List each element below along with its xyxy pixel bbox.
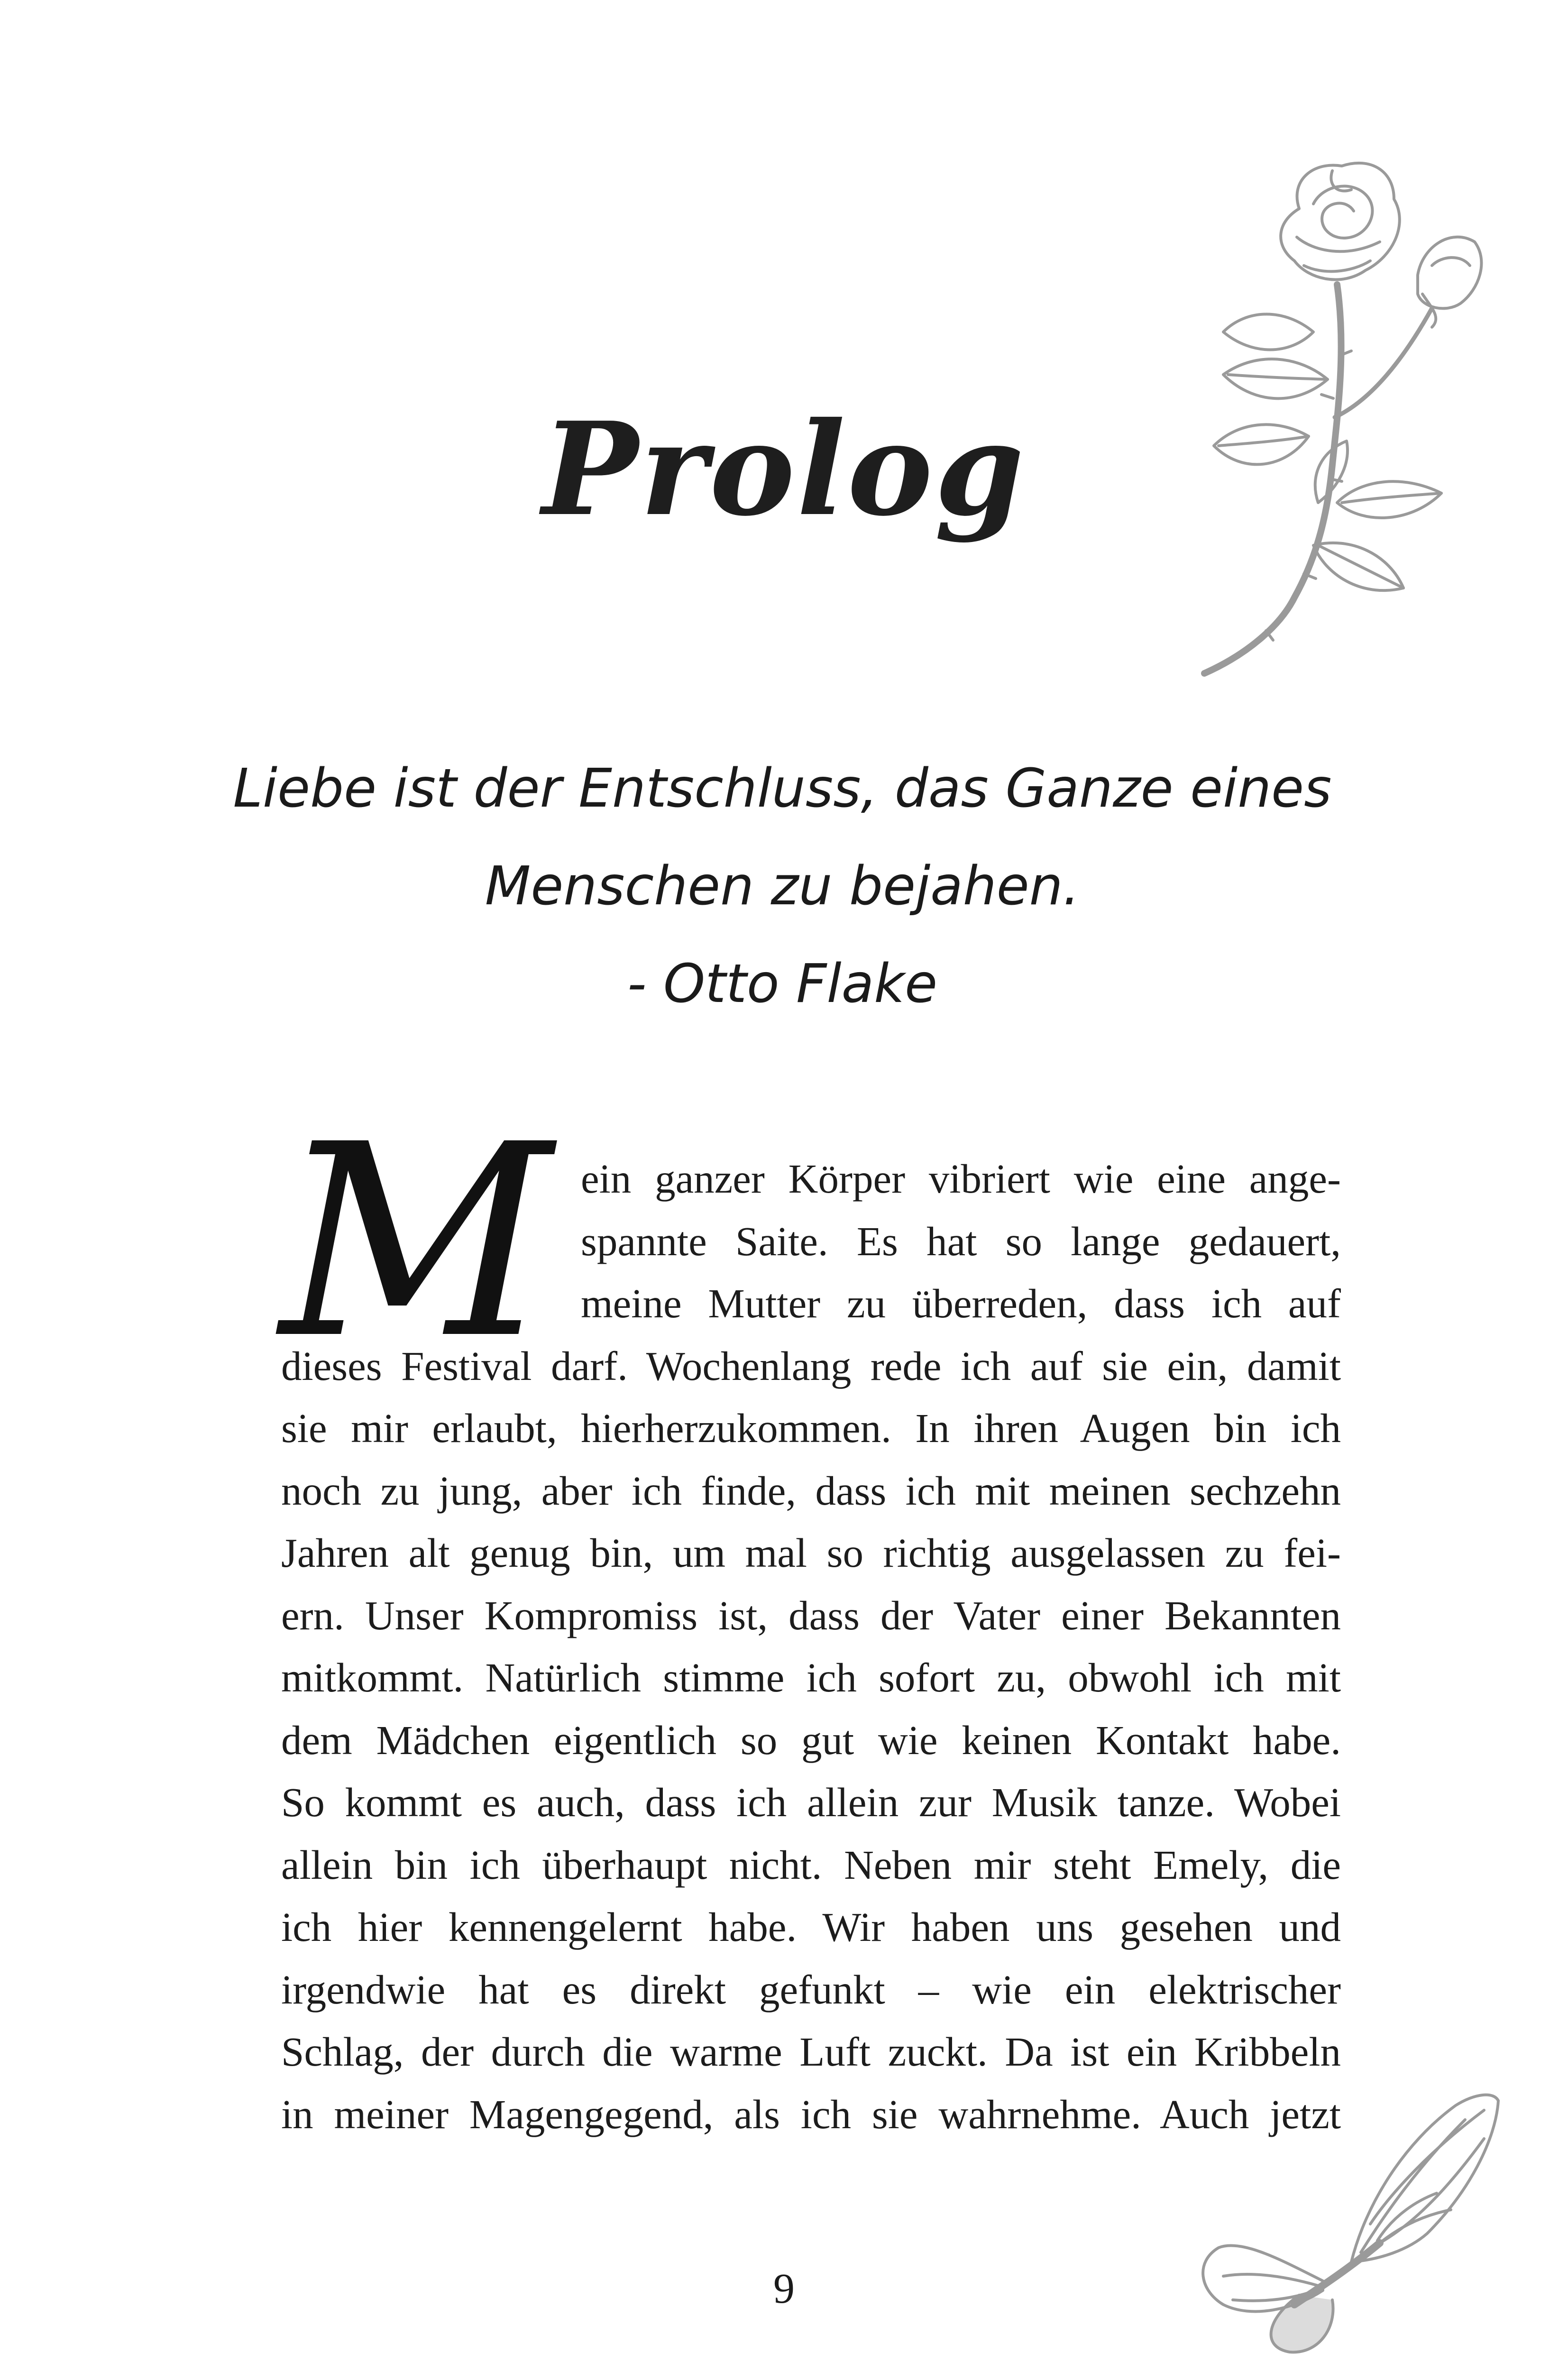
text-line: allein bin ich überhaupt nicht. Neben mir steht Emely, die <box>281 1841 1341 1888</box>
text-line: irgendwie hat es direkt gefunkt – wie ein elektrischer <box>281 1966 1341 2013</box>
text-line: So kommt es auch, dass ich allein zur Musik tanze. Wobei <box>281 1779 1341 1825</box>
prologue-body-text <box>281 1148 1341 2145</box>
page-number: 9 <box>773 2265 795 2312</box>
epigraph-line: Liebe ist der Entschluss, das Ganze eines <box>233 758 1332 819</box>
text-line: mitkommt. Natürlich stimme ich sofort zu, obwohl ich mit <box>281 1654 1341 1700</box>
epigraph-attribution: - Otto Flake <box>627 953 938 1015</box>
text-line: spannte Saite. Es hat so lange gedauert, <box>581 1218 1341 1264</box>
text-line: ern. Unser Kompromiss ist, dass der Vater einer Bekannten <box>281 1592 1341 1638</box>
text-line: dieses Festival darf. Wochenlang rede ich auf sie ein, damit <box>281 1342 1341 1389</box>
butterfly-illustration <box>1181 2082 1513 2357</box>
epigraph-line: Menschen zu bejahen. <box>485 855 1080 917</box>
text-line: ich hier kennengelernt habe. Wir haben uns gesehen und <box>281 1904 1341 1950</box>
chapter-title: Prolog <box>542 394 1026 544</box>
text-line: noch zu jung, aber ich finde, dass ich mit meinen sechzehn <box>281 1467 1341 1514</box>
text-line: meine Mutter zu überreden, dass ich auf <box>581 1280 1341 1326</box>
epigraph-quote <box>190 740 1375 1033</box>
text-line: sie mir erlaubt, hierherzukommen. In ihren Augen bin ich <box>281 1405 1341 1451</box>
drop-cap: M <box>280 1088 552 1397</box>
text-line: Schlag, der durch die warme Luft zuckt. Da ist ein Kribbeln <box>281 2029 1341 2075</box>
text-line: Jahren alt genug bin, um mal so richtig ausgelassen zu fei- <box>281 1530 1341 1576</box>
text-line: dem Mädchen eigentlich so gut wie keinen Kontakt habe. <box>281 1717 1341 1763</box>
text-line: in meiner Magengegend, als ich sie wahrnehme. Auch jetzt <box>281 2091 1341 2137</box>
text-line: ein ganzer Körper vibriert wie eine ange- <box>581 1156 1341 1202</box>
